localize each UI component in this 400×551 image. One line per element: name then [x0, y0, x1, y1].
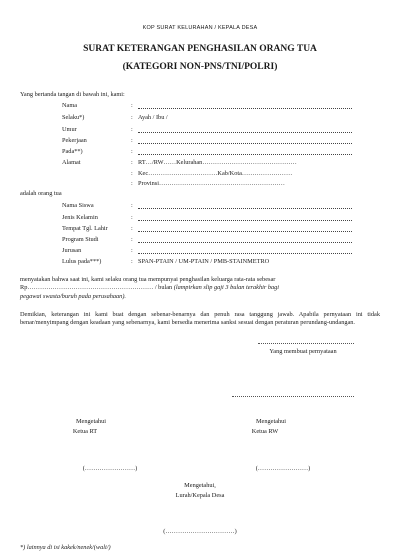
field-value: SPAN-PTAIN / UM-PTAIN / PMB-STAINMETRO	[138, 258, 270, 265]
field-value: Ayah / Ibu /	[138, 114, 168, 121]
intro-text: Yang bertanda tangan di bawah ini, kami:	[20, 91, 125, 98]
colon: :	[131, 126, 133, 133]
colon: :	[131, 159, 133, 166]
field-label: Program Studi	[62, 236, 99, 243]
field-label: Pekerjaan	[62, 137, 87, 144]
mengetahui-rt: Mengetahui	[75, 418, 107, 425]
fill-line	[138, 208, 352, 209]
address-line: Provinsi……………………………………………………	[138, 180, 285, 187]
field-label: Nama	[62, 102, 78, 109]
colon: :	[131, 114, 133, 121]
lurah-signature-blank: (……………………………)	[163, 528, 237, 535]
fill-line	[138, 108, 352, 109]
field-label: Umur	[62, 126, 77, 133]
field-value: RT…/RW……Kelurahan………………………………………	[138, 159, 297, 166]
field-label: Nama Siswa	[62, 202, 94, 209]
ketua-rw-label: Ketua RW	[251, 428, 279, 435]
rt-signature-blank: (……………………)	[82, 465, 138, 472]
income-statement	[20, 276, 380, 301]
colon: :	[131, 148, 133, 155]
colon: :	[131, 247, 133, 254]
document-subtitle: (KATEGORI NON-PNS/TNI/POLRI)	[122, 62, 278, 72]
colon: :	[131, 236, 133, 243]
colon: :	[131, 202, 133, 209]
adalah-text: adalah orang tua	[20, 190, 62, 197]
field-label: Jenis Kelamin	[62, 214, 98, 221]
field-label: Pada**)	[62, 148, 83, 155]
document-title: SURAT KETERANGAN PENGHASILAN ORANG TUA	[83, 44, 317, 54]
colon: :	[131, 170, 133, 177]
colon: :	[131, 137, 133, 144]
fill-line	[138, 143, 352, 144]
fill-line	[138, 231, 352, 232]
attachment-note-cont: pegawai swasta/buruh pada perusahaan).	[20, 292, 127, 300]
field-label: Jurusan	[62, 247, 82, 254]
address-line: Kec……………………………Kab/Kota……………………	[138, 170, 293, 177]
rw-signature-blank: (……………………)	[255, 465, 311, 472]
income-statement-text: menyatakan bahwa saat ini, kami selaku orang tua mempunyai penghasilan keluarga rata-rata sebesar	[20, 276, 276, 283]
lurah-label: Lurah/Kepala Desa	[175, 492, 225, 499]
income-amount-line: Rp…………………………………………………… / bulan	[20, 284, 173, 292]
fill-line	[138, 132, 352, 133]
fill-line	[138, 242, 352, 243]
declarant-label: Yang membuat pernyataan	[269, 348, 337, 355]
date-line	[258, 343, 354, 344]
ketua-rt-label: Ketua RT	[72, 428, 98, 435]
field-label: Selaku*)	[62, 114, 85, 121]
mengetahui-lurah: Mengetahui,	[184, 482, 216, 489]
footnote: *) lainnya di isi kakek/nenek/(wali/)	[20, 544, 111, 551]
field-label: Lulus pada***)	[62, 258, 102, 265]
attachment-note: (lampirkan slip gaji 3 bulan terakhir bagi	[173, 284, 280, 292]
colon: :	[131, 102, 133, 109]
mengetahui-rw: Mengetahui	[255, 418, 287, 425]
colon: :	[131, 225, 133, 232]
fill-line	[138, 220, 352, 221]
fill-line	[138, 253, 352, 254]
closing-statement: Demikian, keterangan ini kami buat dengan sebenar-benarnya dan penuh rasa tanggung jawab. Apabila pernyataan ini tidak benar/menyimpang dengan keadaan yang sebenarnya, kami bersedia menerima sanksi sesuai dengan peraturan perundang-undangan.	[20, 311, 380, 327]
colon: :	[131, 180, 133, 187]
colon: :	[131, 258, 133, 265]
declarant-signature-line	[232, 396, 354, 397]
field-label: Alamat	[62, 159, 81, 166]
letterhead: KOP SURAT KELURAHAN / KEPALA DESA	[142, 25, 258, 31]
colon: :	[131, 214, 133, 221]
fill-line	[138, 154, 352, 155]
field-label: Tempat Tgl. Lahir	[62, 225, 108, 232]
